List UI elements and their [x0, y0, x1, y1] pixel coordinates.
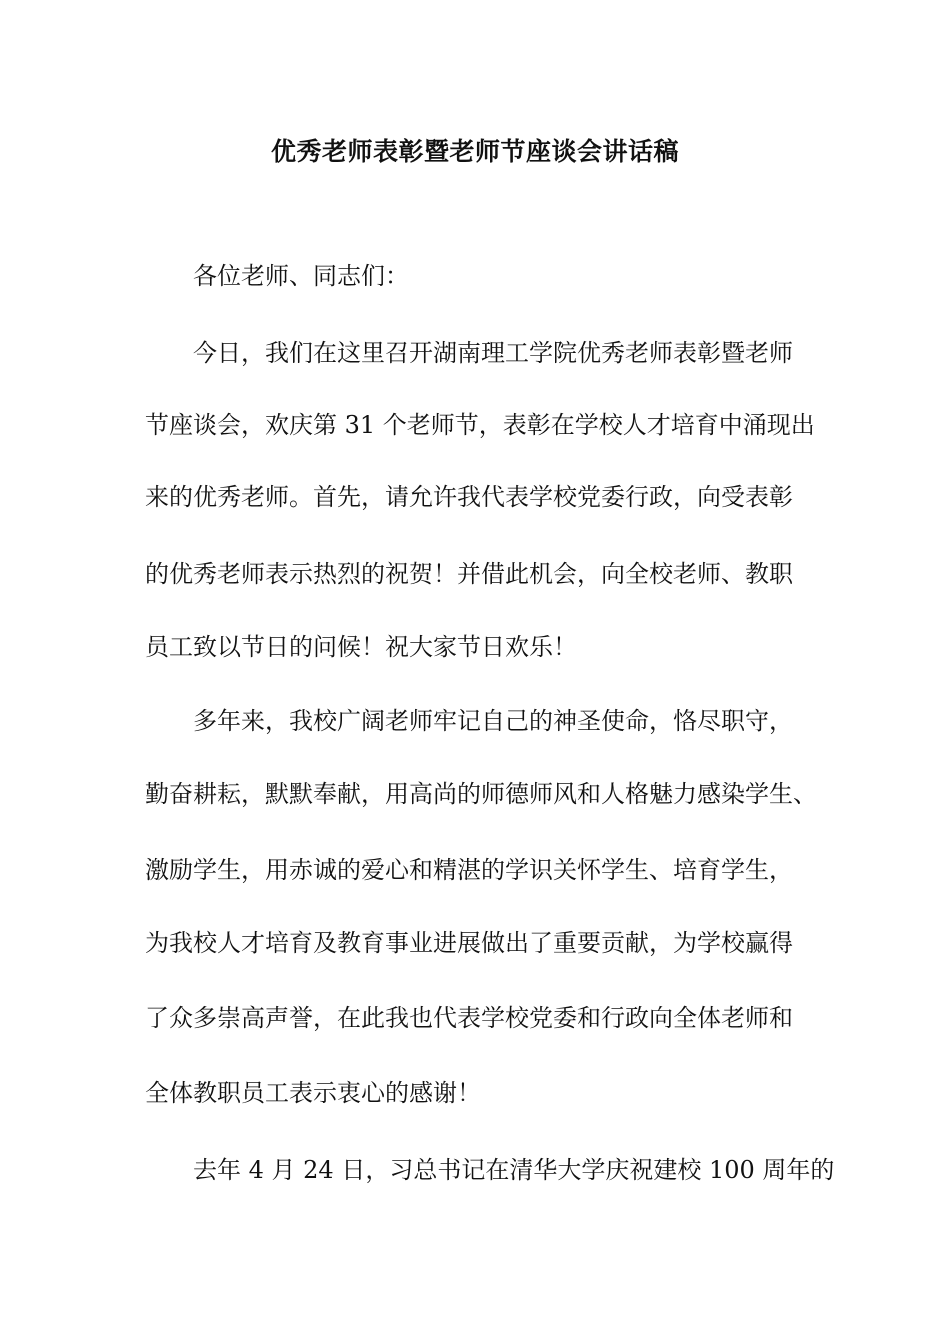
- salutation: 各位老师、同志们：: [193, 262, 409, 290]
- paragraph-line: 员工致以节日的问候！祝大家节日欢乐！: [145, 633, 577, 661]
- text-line: [0, 1152, 950, 1188]
- text-line: [0, 407, 950, 443]
- text-line: [0, 852, 950, 888]
- paragraph-line: 今日，我们在这里召开湖南理工学院优秀老师表彰暨老师: [193, 339, 793, 367]
- text-line: [0, 703, 950, 739]
- text-line: [0, 925, 950, 961]
- paragraph-line: 来的优秀老师。首先，请允许我代表学校党委行政，向受表彰: [145, 483, 793, 511]
- paragraph-line: 激励学生，用赤诚的爱心和精湛的学识关怀学生、培育学生，: [145, 856, 793, 884]
- text-line: [0, 479, 950, 515]
- text-line: [0, 556, 950, 592]
- paragraph-line: 节座谈会，欢庆第 31 个老师节，表彰在学校人才培育中涌现出: [145, 411, 815, 439]
- paragraph-line: 全体教职员工表示衷心的感谢！: [145, 1079, 481, 1107]
- paragraph-line: 勤奋耕耘，默默奉献，用高尚的师德师风和人格魅力感染学生、: [145, 780, 817, 808]
- paragraph-line: 的优秀老师表示热烈的祝贺！并借此机会，向全校老师、教职: [145, 560, 793, 588]
- text-line: [0, 258, 950, 294]
- text-line: [0, 1075, 950, 1111]
- paragraph-line: 为我校人才培育及教育事业进展做出了重要贡献，为学校赢得: [145, 929, 793, 957]
- paragraph-line: 了众多崇高声誉，在此我也代表学校党委和行政向全体老师和: [145, 1004, 793, 1032]
- text-line: [0, 1000, 950, 1036]
- text-line: [0, 629, 950, 665]
- paragraph-line: 多年来，我校广阔老师牢记自己的神圣使命，恪尽职守，: [193, 707, 793, 735]
- text-line: [0, 335, 950, 371]
- document-title: 优秀老师表彰暨老师节座谈会讲话稿: [270, 137, 679, 166]
- paragraph-line: 去年 4 月 24 日，习总书记在清华大学庆祝建校 100 周年的: [193, 1156, 835, 1184]
- text-line: [0, 776, 950, 812]
